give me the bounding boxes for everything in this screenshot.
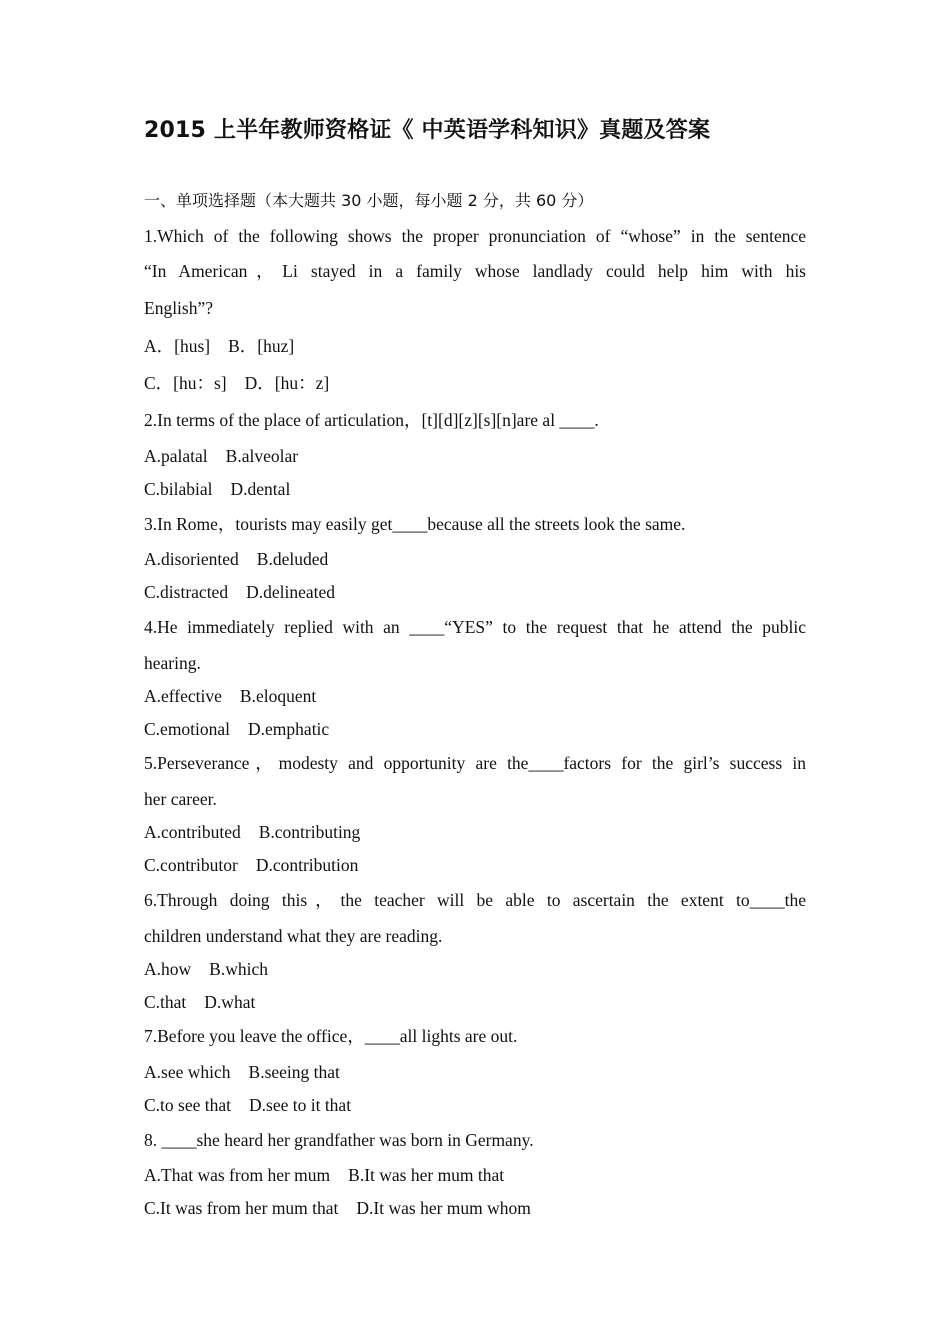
question-8-option-b: B.It was her mum that (348, 1165, 505, 1185)
question-2-option-d: D.dental (230, 479, 291, 499)
question-6-options-row-2 (144, 990, 255, 1014)
question-3-option-c: C.distracted (144, 582, 229, 602)
question-5-options-row-2 (144, 853, 358, 877)
document-title: 2015 上半年教师资格证《 中英语学科知识》真题及答案 (144, 118, 711, 143)
section-heading: 一、单项选择题（本大题共 30 小题，每小题 2 分，共 60 分） (144, 191, 594, 210)
question-7-option-b: B.seeing that (248, 1062, 340, 1082)
question-8-options-row-1 (144, 1163, 504, 1187)
question-4-option-c: C.emotional (144, 719, 231, 739)
question-4-option-b: B.eloquent (239, 686, 317, 706)
question-1-options-row-1 (144, 334, 294, 358)
question-5-option-d: D.contribution (255, 855, 359, 875)
question-6-option-a: A.how (144, 959, 192, 979)
question-1-option-c: C．[hu：s] (144, 373, 227, 393)
question-4-option-d: D.emphatic (248, 719, 330, 739)
question-5-text-line-1: 5.Perseverance，modesty and opportunity are the____factors for the girl’s success in (144, 753, 806, 773)
question-4-option-a: A.effective (144, 686, 222, 706)
question-8-text-line-1: 8. ____she heard her grandfather was born in Germany. (144, 1130, 534, 1150)
question-3-options-row-1 (144, 547, 328, 571)
question-7-text-line-1: 7.Before you leave the office，____all lights are out. (144, 1026, 518, 1046)
question-3-options-row-2 (144, 580, 335, 604)
question-8-options-row-2 (144, 1196, 531, 1220)
question-5-options-row-1 (144, 820, 360, 844)
question-4-text-line-2: hearing. (144, 653, 201, 673)
question-2-option-a: A.palatal (144, 446, 208, 466)
question-7-options-row-1 (144, 1060, 340, 1084)
question-5-text-line-2: her career. (144, 789, 217, 809)
question-1-text-line-3: English”? (144, 298, 214, 318)
question-6-option-c: C.that (144, 992, 187, 1012)
question-2-options-row-1 (144, 444, 298, 468)
question-3-option-d: D.delineated (246, 582, 335, 602)
question-5-option-a: A.contributed (144, 822, 241, 842)
question-2-option-c: C.bilabial (144, 479, 213, 499)
question-1-option-d: D．[hu：z] (244, 373, 330, 393)
question-8-option-a: A.That was from her mum (144, 1165, 331, 1185)
question-2-text-line-1: 2.In terms of the place of articulation，[t][d][z][s][n]are al ____. (144, 410, 599, 430)
question-8-option-d: D.It was her mum whom (356, 1198, 531, 1218)
question-5-option-b: B.contributing (258, 822, 361, 842)
question-6-option-b: B.which (209, 959, 268, 979)
question-3-option-a: A.disoriented (144, 549, 239, 569)
question-1-options-row-2 (144, 371, 329, 395)
question-1-option-a: A．[hus] (144, 336, 211, 356)
question-7-option-a: A.see which (144, 1062, 231, 1082)
question-6-text-line-2: children understand what they are reading. (144, 926, 443, 946)
question-6-option-d: D.what (204, 992, 256, 1012)
question-1-text-line-2: “In American，Li stayed in a family whose landlady could help him with his (144, 261, 806, 281)
question-1-text-line-1: 1.Which of the following shows the proper pronunciation of “whose” in the sentence (144, 226, 806, 246)
question-7-option-d: D.see to it that (249, 1095, 352, 1115)
question-4-text-line-1: 4.He immediately replied with an ____“YES” to the request that he attend the public (144, 617, 806, 637)
question-5-option-c: C.contributor (144, 855, 238, 875)
question-3-option-b: B.deluded (256, 549, 329, 569)
question-7-option-c: C.to see that (144, 1095, 231, 1115)
question-6-options-row-1 (144, 957, 268, 981)
question-3-text-line-1: 3.In Rome，tourists may easily get____because all the streets look the same. (144, 514, 686, 534)
question-2-option-b: B.alveolar (225, 446, 299, 466)
question-1-option-b: B．[huz] (228, 336, 295, 356)
question-7-options-row-2 (144, 1093, 351, 1117)
question-4-options-row-1 (144, 684, 316, 708)
question-4-options-row-2 (144, 717, 329, 741)
question-8-option-c: C.It was from her mum that (144, 1198, 339, 1218)
question-6-text-line-1: 6.Through doing this，the teacher will be able to ascertain the extent to____the (144, 890, 806, 910)
question-2-options-row-2 (144, 477, 290, 501)
